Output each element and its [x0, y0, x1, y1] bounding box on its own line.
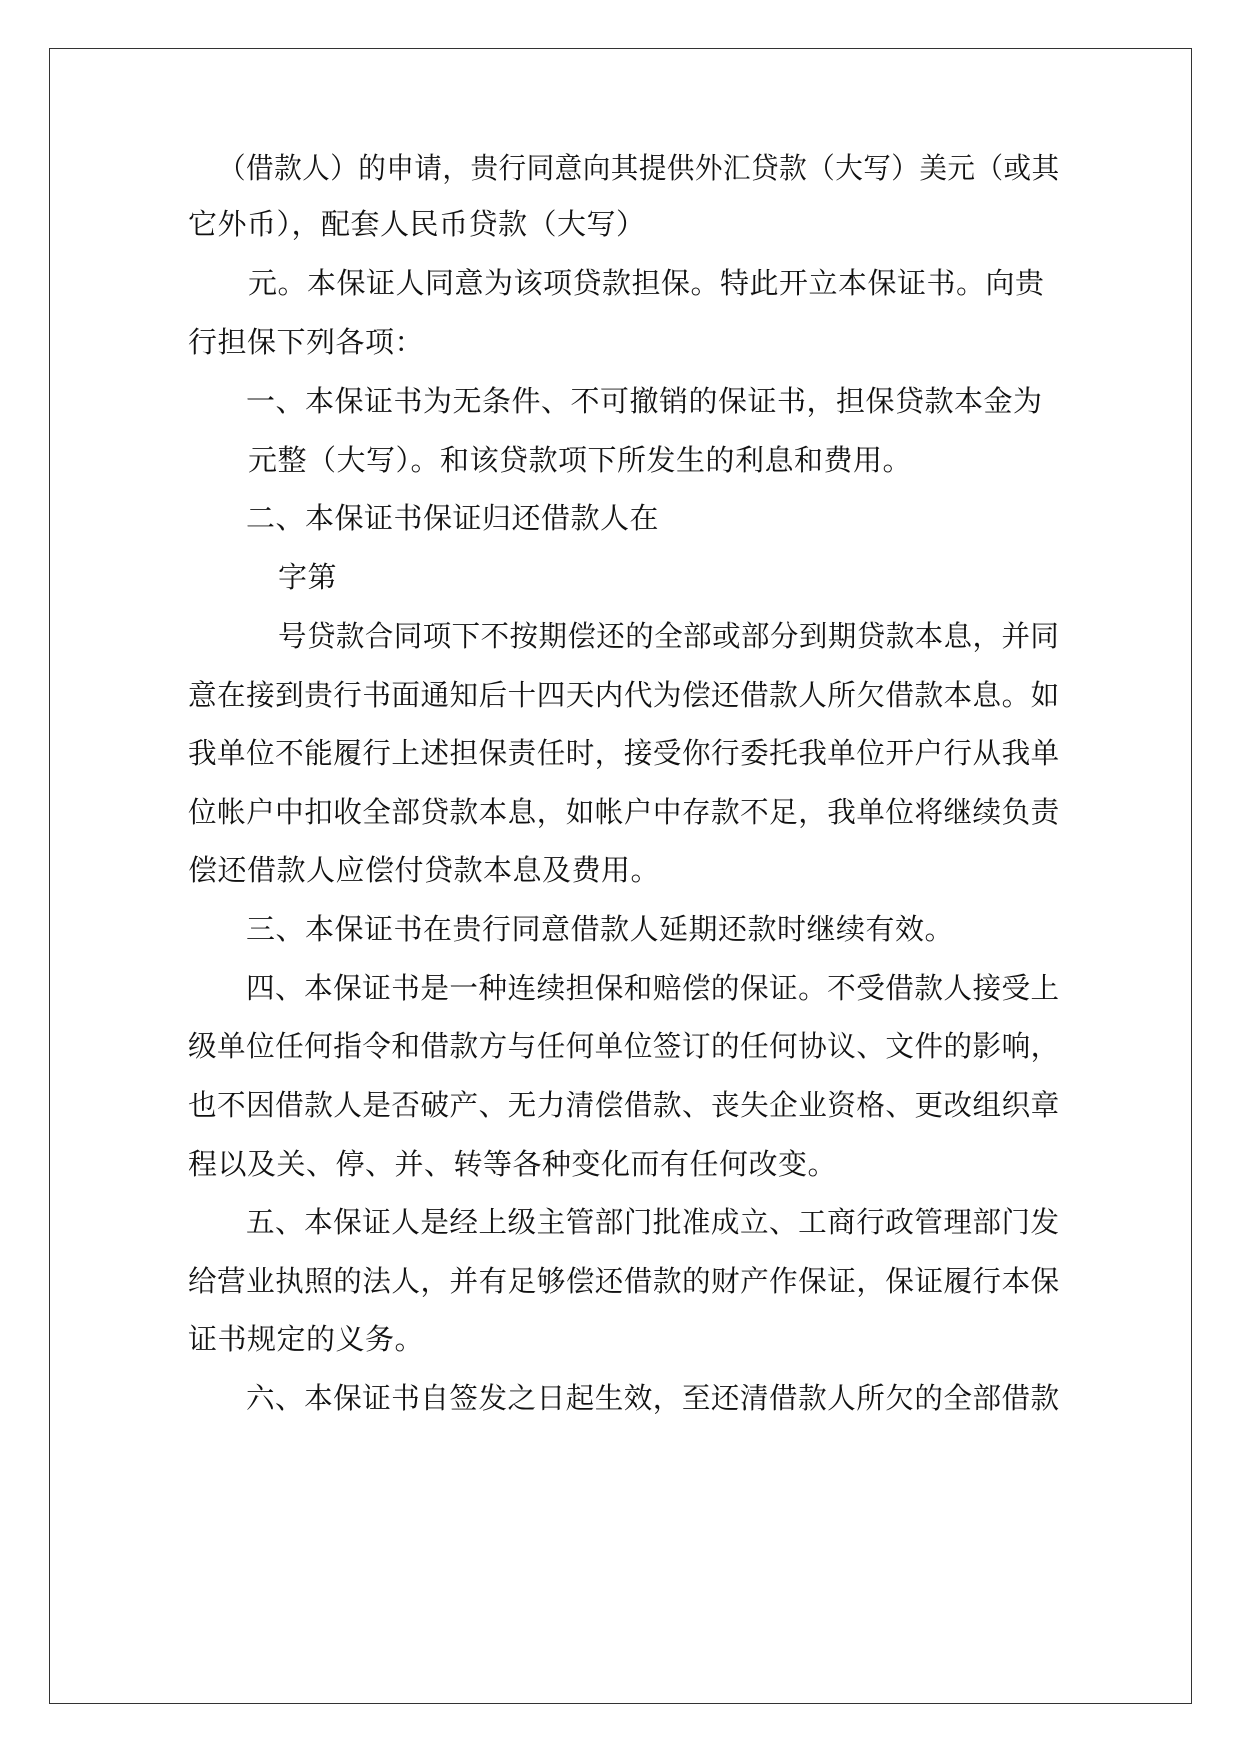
text-line-12: 位帐户中扣收全部贷款本息，如帐户中存款不足，我单位将继续负责 — [188, 795, 1060, 829]
text-line-17: 也不因借款人是否破产、无力清偿借款、丧失企业资格、更改组织章 — [188, 1088, 1060, 1122]
text-line-19: 五、本保证人是经上级主管部门批准成立、工商行政管理部门发 — [246, 1205, 1060, 1239]
text-line-15: 四、本保证书是一种连续担保和赔偿的保证。不受借款人接受上 — [246, 971, 1060, 1005]
text-line-16: 级单位任何指令和借款方与任何单位签订的任何协议、文件的影响， — [188, 1029, 1060, 1063]
text-line-7: 二、本保证书保证归还借款人在 — [246, 501, 660, 535]
text-line-14: 三、本保证书在贵行同意借款人延期还款时继续有效。 — [246, 912, 955, 946]
text-line-10: 意在接到贵行书面通知后十四天内代为偿还借款人所欠借款本息。如 — [188, 678, 1060, 712]
text-line-20: 给营业执照的法人，并有足够偿还借款的财产作保证，保证履行本保 — [188, 1264, 1060, 1298]
text-line-21: 证书规定的义务。 — [188, 1322, 425, 1356]
text-line-6: 元整（大写）。和该贷款项下所发生的利息和费用。 — [248, 443, 913, 477]
text-line-22: 六、本保证书自签发之日起生效，至还清借款人所欠的全部借款 — [246, 1381, 1060, 1415]
text-line-1: （借款人）的申请，贵行同意向其提供外汇贷款（大写）美元（或其 — [218, 151, 1060, 185]
text-line-13: 偿还借款人应偿付贷款本息及费用。 — [188, 853, 661, 887]
text-line-8: 字第 — [278, 560, 338, 594]
text-line-9: 号贷款合同项下不按期偿还的全部或部分到期贷款本息，并同 — [278, 619, 1060, 653]
text-line-18: 程以及关、停、并、转等各种变化而有任何改变。 — [188, 1147, 838, 1181]
text-line-3: 元。本保证人同意为该项贷款担保。特此开立本保证书。向贵 — [248, 266, 1045, 300]
text-line-4: 行担保下列各项： — [188, 325, 425, 359]
text-line-11: 我单位不能履行上述担保责任时，接受你行委托我单位开户行从我单 — [188, 736, 1060, 770]
text-line-5: 一、本保证书为无条件、不可撤销的保证书，担保贷款本金为 — [246, 384, 1043, 418]
text-line-2: 它外币），配套人民币贷款（大写） — [188, 207, 646, 241]
